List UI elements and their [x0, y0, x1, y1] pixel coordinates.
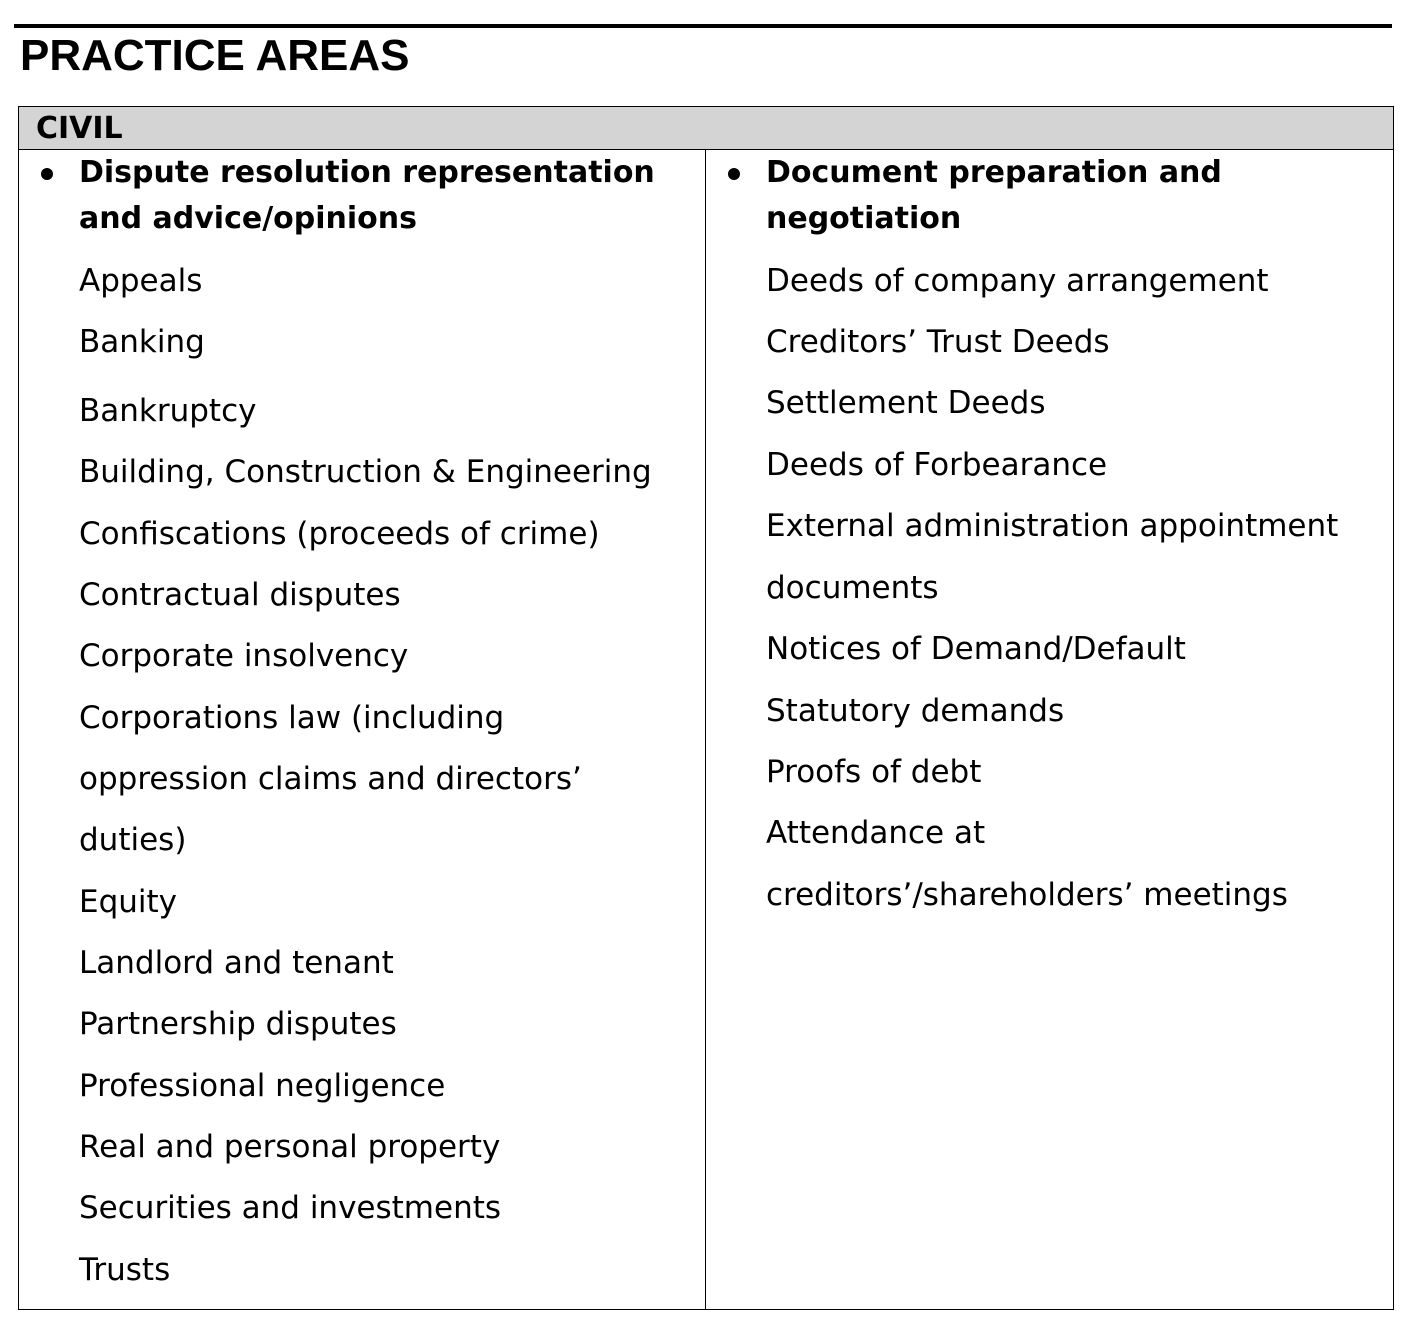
list-item: oppression claims and directors’ [79, 761, 582, 797]
right-heading-line1: Document preparation and [766, 155, 1222, 190]
list-item: External administration appointment [766, 508, 1339, 544]
list-item: Corporate insolvency [79, 638, 409, 674]
left-heading-line1: Dispute resolution representation [79, 155, 655, 190]
list-item: Appeals [79, 263, 203, 299]
list-item: Equity [79, 884, 178, 920]
list-item: Deeds of Forbearance [766, 447, 1108, 483]
top-rule [14, 24, 1392, 28]
list-item: Contractual disputes [79, 577, 401, 613]
list-item: Proofs of debt [766, 754, 982, 790]
list-item: Building, Construction & Engineering [79, 454, 652, 490]
list-item: Statutory demands [766, 693, 1065, 729]
right-heading-line2: negotiation [766, 201, 962, 236]
list-item: Securities and investments [79, 1190, 502, 1226]
practice-areas-table [18, 106, 1394, 1310]
list-item: Confiscations (proceeds of crime) [79, 516, 600, 552]
list-item: Notices of Demand/Default [766, 631, 1186, 667]
list-item: Trusts [79, 1252, 171, 1288]
left-heading-line2: and advice/opinions [79, 201, 417, 236]
table-header-label: CIVIL [36, 111, 123, 146]
list-item: Corporations law (including [79, 700, 505, 736]
list-item: Deeds of company arrangement [766, 263, 1269, 299]
list-item: Settlement Deeds [766, 385, 1046, 421]
list-item: Partnership disputes [79, 1006, 397, 1042]
list-item: Professional negligence [79, 1068, 446, 1104]
list-item: creditors’/shareholders’ meetings [766, 877, 1288, 913]
list-item: Attendance at [766, 815, 986, 851]
list-item: Bankruptcy [79, 393, 257, 429]
list-item: documents [766, 570, 939, 606]
bullet-icon [728, 168, 740, 180]
column-divider [705, 150, 706, 1309]
list-item: Real and personal property [79, 1129, 501, 1165]
table-header [19, 107, 1393, 150]
list-item: Creditors’ Trust Deeds [766, 324, 1110, 360]
list-item: duties) [79, 822, 187, 858]
page-title: PRACTICE AREAS [20, 31, 410, 80]
bullet-icon [41, 168, 53, 180]
list-item: Landlord and tenant [79, 945, 394, 981]
list-item: Banking [79, 324, 205, 360]
